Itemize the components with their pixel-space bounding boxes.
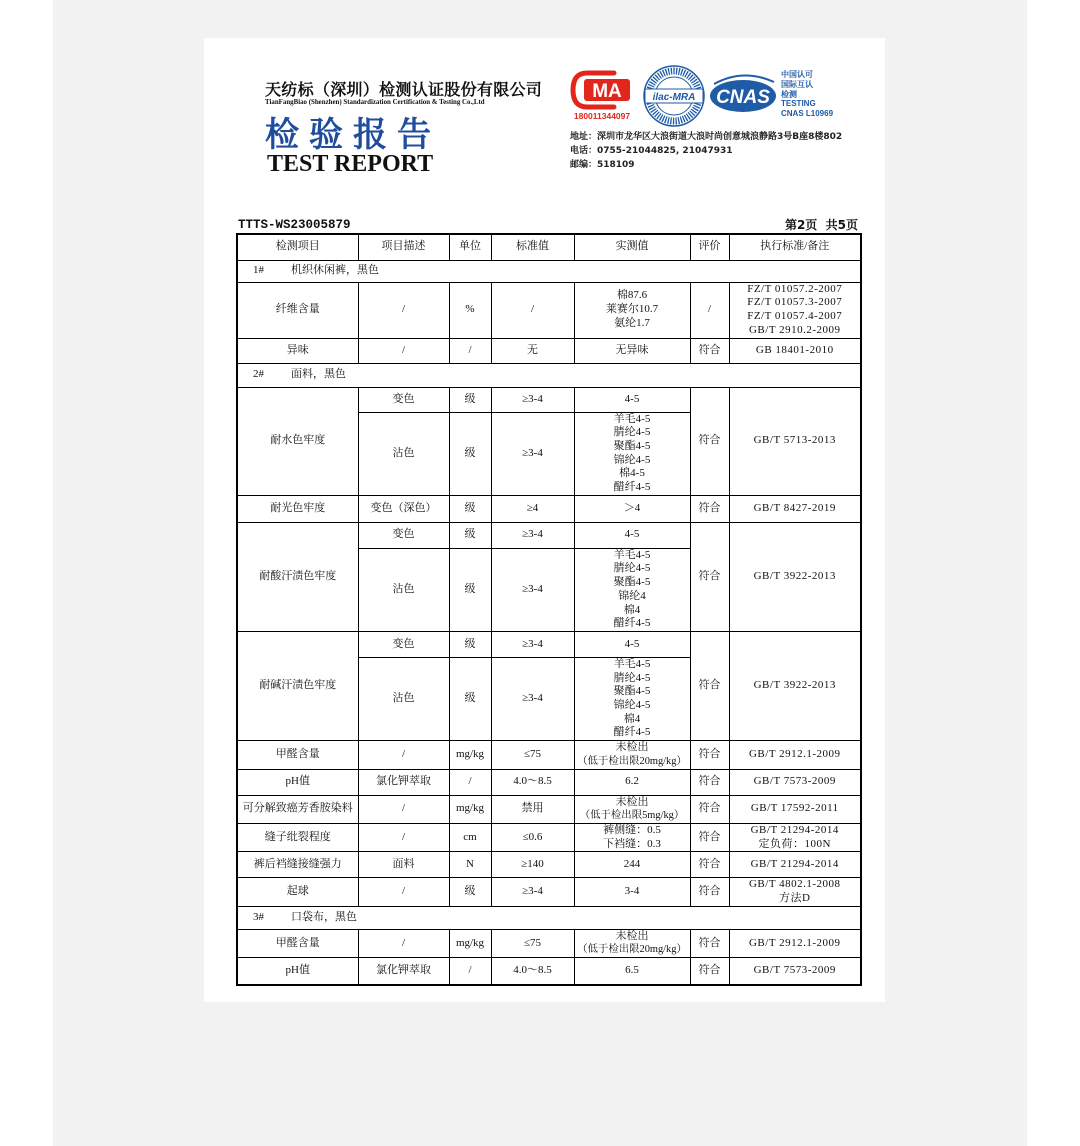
description-cell: 沾色: [358, 548, 449, 631]
item-cell: 耐酸汗渍色牢度: [237, 522, 358, 631]
item-cell: 耐水色牢度: [237, 387, 358, 495]
postcode-line: 邮编：518109: [570, 160, 635, 170]
evaluation-cell: 符合: [690, 823, 729, 851]
section-title: 面料，黑色: [291, 368, 346, 381]
ilac-mra-logo: [642, 64, 706, 128]
evaluation-cell: 符合: [690, 338, 729, 363]
unit-cell: 级: [449, 522, 491, 548]
table-row: [237, 823, 861, 851]
cnas-logo: [708, 72, 778, 114]
evaluation-cell: 符合: [690, 631, 729, 740]
item-cell: 甲醛含量: [237, 741, 358, 769]
measured-value-line: 腈纶4-5: [613, 426, 651, 439]
measured-value-cell: [574, 282, 690, 338]
method-cell: [729, 282, 861, 338]
measured-value-cell: ＞4: [574, 495, 690, 522]
unit-cell: 级: [449, 387, 491, 412]
column-header: 标准值: [491, 234, 574, 260]
column-header: 单位: [449, 234, 491, 260]
measured-value-line: 醋纤4-5: [613, 481, 651, 494]
unit-cell: 级: [449, 657, 491, 740]
table-row: [237, 795, 861, 823]
cnas-caption-line: 检测: [781, 89, 797, 99]
evaluation-cell: 符合: [690, 795, 729, 823]
measured-value-cell: 4-5: [574, 387, 690, 412]
evaluation-cell: 符合: [690, 929, 729, 957]
method-line: FZ/T 01057.4-2007: [747, 310, 843, 322]
measured-value-line: 锦纶4-5: [613, 453, 651, 466]
standard-value-cell: ≤75: [491, 741, 574, 769]
measured-value-line: 聚酯4-5: [613, 439, 651, 452]
description-cell: 氯化钾萃取: [358, 958, 449, 985]
method-line: FZ/T 01057.3-2007: [747, 296, 843, 309]
table-row: [237, 387, 861, 412]
method-cell: GB/T 17592-2011: [729, 795, 861, 823]
section-row: [237, 363, 861, 387]
description-cell: /: [358, 929, 449, 957]
measured-value-cell: [574, 823, 690, 851]
cma-letters: MA: [592, 81, 622, 102]
method-line: GB/T 2910.2-2009: [748, 323, 841, 336]
address-line: 地址：深圳市龙华区大浪街道大浪时尚创意城浪静路3号B座8楼802: [570, 132, 843, 142]
unit-cell: mg/kg: [449, 741, 491, 769]
item-cell: 异味: [237, 338, 358, 363]
standard-value-cell: ≥3-4: [491, 657, 574, 740]
method-cell: GB/T 7573-2009: [729, 769, 861, 795]
measured-value-line: 聚酯4-5: [613, 576, 651, 589]
standard-value-cell: ≥3-4: [491, 548, 574, 631]
measured-value-line: 羊毛4-5: [613, 412, 651, 425]
measured-value-cell: [574, 548, 690, 631]
section-header: [237, 906, 861, 929]
measured-value-line: 未检出: [615, 741, 649, 754]
section-row: [237, 260, 861, 282]
table-row: [237, 878, 861, 906]
evaluation-cell: 符合: [690, 522, 729, 631]
column-header: 检测项目: [237, 234, 358, 260]
item-cell: pH值: [237, 769, 358, 795]
cnas-caption: [781, 70, 845, 119]
method-cell: [729, 823, 861, 851]
table-row: [237, 741, 861, 769]
method-cell: GB/T 3922-2013: [729, 522, 861, 631]
standard-value-cell: ≥4: [491, 495, 574, 522]
table-row: [237, 929, 861, 957]
evaluation-cell: 符合: [690, 387, 729, 495]
description-cell: 沾色: [358, 657, 449, 740]
measured-value-line: （低于检出限5mg/kg）: [579, 810, 685, 822]
evaluation-cell: 符合: [690, 878, 729, 906]
unit-cell: 级: [449, 548, 491, 631]
method-cell: GB/T 2912.1-2009: [729, 929, 861, 957]
unit-cell: 级: [449, 631, 491, 657]
measured-value-line: 未检出: [615, 795, 649, 808]
measured-value-cell: [574, 412, 690, 495]
table-row: [237, 631, 861, 657]
evaluation-cell: 符合: [690, 769, 729, 795]
measured-value-line: 羊毛4-5: [613, 657, 651, 670]
description-cell: /: [358, 282, 449, 338]
report-title-en: TEST REPORT: [267, 151, 434, 177]
measured-value-cell: 3-4: [574, 878, 690, 906]
table-row: [237, 495, 861, 522]
column-header: 评价: [690, 234, 729, 260]
unit-cell: mg/kg: [449, 929, 491, 957]
section-number: 2#: [253, 368, 264, 381]
measured-value-line: 腈纶4-5: [613, 671, 651, 684]
unit-cell: mg/kg: [449, 795, 491, 823]
description-cell: 变色: [358, 522, 449, 548]
cnas-caption-line: 国际互认: [781, 79, 813, 89]
measured-value-line: 锦纶4: [618, 589, 646, 602]
measured-value-line: 未检出: [615, 929, 649, 942]
unit-cell: /: [449, 958, 491, 985]
measured-value-cell: [574, 741, 690, 769]
item-cell: 起球: [237, 878, 358, 906]
cma-logo: [570, 68, 634, 112]
unit-cell: cm: [449, 823, 491, 851]
measured-value-line: 氨纶1.7: [614, 316, 650, 329]
item-cell: 缝子纰裂程度: [237, 823, 358, 851]
standard-value-cell: ≤0.6: [491, 823, 574, 851]
table-row: [237, 852, 861, 878]
measured-value-line: 醋纤4-5: [613, 617, 651, 630]
item-cell: 纤维含量: [237, 282, 358, 338]
section-number: 3#: [253, 910, 264, 923]
phone-line: 电话：0755-21044825, 21047931: [570, 146, 733, 156]
measured-value-cell: 6.5: [574, 958, 690, 985]
unit-cell: 级: [449, 495, 491, 522]
section-row: [237, 906, 861, 929]
unit-cell: /: [449, 769, 491, 795]
evaluation-cell: 符合: [690, 852, 729, 878]
description-cell: /: [358, 878, 449, 906]
column-header: 执行标准/备注: [729, 234, 861, 260]
standard-value-cell: 无: [491, 338, 574, 363]
description-cell: /: [358, 741, 449, 769]
method-cell: GB/T 8427-2019: [729, 495, 861, 522]
item-cell: 可分解致癌芳香胺染料: [237, 795, 358, 823]
standard-value-cell: ≤75: [491, 929, 574, 957]
method-cell: GB/T 2912.1-2009: [729, 741, 861, 769]
method-line: 方法D: [779, 892, 811, 905]
measured-value-line: 莱赛尔10.7: [605, 303, 659, 316]
section-header: [237, 363, 861, 387]
cnas-caption-line: TESTING: [781, 99, 816, 109]
standard-value-cell: ≥3-4: [491, 387, 574, 412]
page-indicator: 第2页 共5页: [784, 218, 858, 232]
method-cell: GB/T 3922-2013: [729, 631, 861, 740]
item-cell: pH值: [237, 958, 358, 985]
cnas-caption-line: 中国认可: [781, 70, 813, 79]
item-cell: 耐光色牢度: [237, 495, 358, 522]
method-line: 定负荷：100N: [758, 837, 831, 850]
report-page: [204, 38, 885, 1002]
contact-info: [570, 130, 842, 172]
method-line: GB/T 21294-2014: [750, 823, 839, 836]
measured-value-line: 羊毛4-5: [613, 548, 651, 561]
test-results-table: [236, 233, 862, 986]
measured-value-line: 棉4: [623, 603, 641, 616]
measured-value-line: （低于检出限20mg/kg）: [577, 944, 687, 956]
unit-cell: N: [449, 852, 491, 878]
evaluation-cell: /: [690, 282, 729, 338]
description-cell: 变色（深色）: [358, 495, 449, 522]
section-title: 口袋布，黑色: [291, 910, 357, 923]
unit-cell: 级: [449, 878, 491, 906]
unit-cell: 级: [449, 412, 491, 495]
table-row: [237, 282, 861, 338]
evaluation-cell: 符合: [690, 495, 729, 522]
item-cell: 甲醛含量: [237, 929, 358, 957]
section-title: 机织休闲裤，黑色: [291, 264, 379, 277]
measured-value-cell: 4-5: [574, 522, 690, 548]
measured-value-cell: [574, 929, 690, 957]
method-cell: [729, 878, 861, 906]
cnas-caption-line: CNAS L10969: [781, 109, 834, 119]
standard-value-cell: ≥3-4: [491, 522, 574, 548]
method-line: GB/T 4802.1-2008: [748, 878, 841, 891]
description-cell: /: [358, 795, 449, 823]
standard-value-cell: /: [491, 282, 574, 338]
method-line: FZ/T 01057.2-2007: [747, 282, 843, 295]
method-cell: GB/T 21294-2014: [729, 852, 861, 878]
method-cell: GB 18401-2010: [729, 338, 861, 363]
method-cell: GB/T 7573-2009: [729, 958, 861, 985]
measured-value-cell: 244: [574, 852, 690, 878]
standard-value-cell: ≥3-4: [491, 412, 574, 495]
measured-value-line: 锦纶4-5: [613, 699, 651, 712]
measured-value-line: 聚酯4-5: [613, 685, 651, 698]
description-cell: /: [358, 823, 449, 851]
evaluation-cell: 符合: [690, 741, 729, 769]
table-header-row: [237, 234, 861, 260]
evaluation-cell: 符合: [690, 958, 729, 985]
description-cell: /: [358, 338, 449, 363]
standard-value-cell: 4.0～8.5: [491, 769, 574, 795]
standard-value-cell: ≥140: [491, 852, 574, 878]
description-cell: 面料: [358, 852, 449, 878]
description-cell: 氯化钾萃取: [358, 769, 449, 795]
standard-value-cell: 禁用: [491, 795, 574, 823]
measured-value-line: （低于检出限20mg/kg）: [577, 755, 687, 767]
description-cell: 变色: [358, 631, 449, 657]
measured-value-line: 棉4: [623, 712, 641, 725]
cnas-text: CNAS: [716, 87, 770, 108]
standard-value-cell: ≥3-4: [491, 631, 574, 657]
measured-value-line: 裤侧缝：0.5: [603, 823, 661, 836]
measured-value-cell: 4-5: [574, 631, 690, 657]
table-row: [237, 338, 861, 363]
measured-value-line: 腈纶4-5: [613, 562, 651, 575]
item-cell: 裤后裆缝接缝强力: [237, 852, 358, 878]
section-number: 1#: [253, 264, 264, 277]
column-header: 实测值: [574, 234, 690, 260]
section-header: [237, 260, 861, 282]
company-name-en: TianFangBiao (Shenzhen) Standardization Certification & Testing Co.,Ltd: [265, 99, 485, 106]
table-row: [237, 958, 861, 985]
ilac-mra-text: ilac-MRA: [652, 92, 696, 103]
measured-value-line: 下裆缝：0.3: [603, 837, 661, 850]
standard-value-cell: ≥3-4: [491, 878, 574, 906]
measured-value-cell: [574, 795, 690, 823]
company-name-cn: 天纺标（深圳）检测认证股份有限公司: [265, 80, 543, 99]
method-cell: GB/T 5713-2013: [729, 387, 861, 495]
measured-value-cell: [574, 657, 690, 740]
measured-value-line: 棉87.6: [616, 289, 648, 302]
unit-cell: /: [449, 338, 491, 363]
item-cell: 耐碱汗渍色牢度: [237, 631, 358, 740]
standard-value-cell: 4.0～8.5: [491, 958, 574, 985]
unit-cell: %: [449, 282, 491, 338]
report-number: TTTS-WS23005879: [238, 218, 351, 232]
measured-value-cell: 无异味: [574, 338, 690, 363]
table-row: [237, 769, 861, 795]
measured-value-cell: 6.2: [574, 769, 690, 795]
cma-number: 180011344097: [573, 111, 631, 121]
table-row: [237, 522, 861, 548]
measured-value-line: 醋纤4-5: [613, 726, 651, 739]
column-header: 项目描述: [358, 234, 449, 260]
description-cell: 沾色: [358, 412, 449, 495]
measured-value-line: 棉4-5: [619, 467, 645, 480]
report-title-cn: 检验报告: [265, 115, 441, 155]
description-cell: 变色: [358, 387, 449, 412]
